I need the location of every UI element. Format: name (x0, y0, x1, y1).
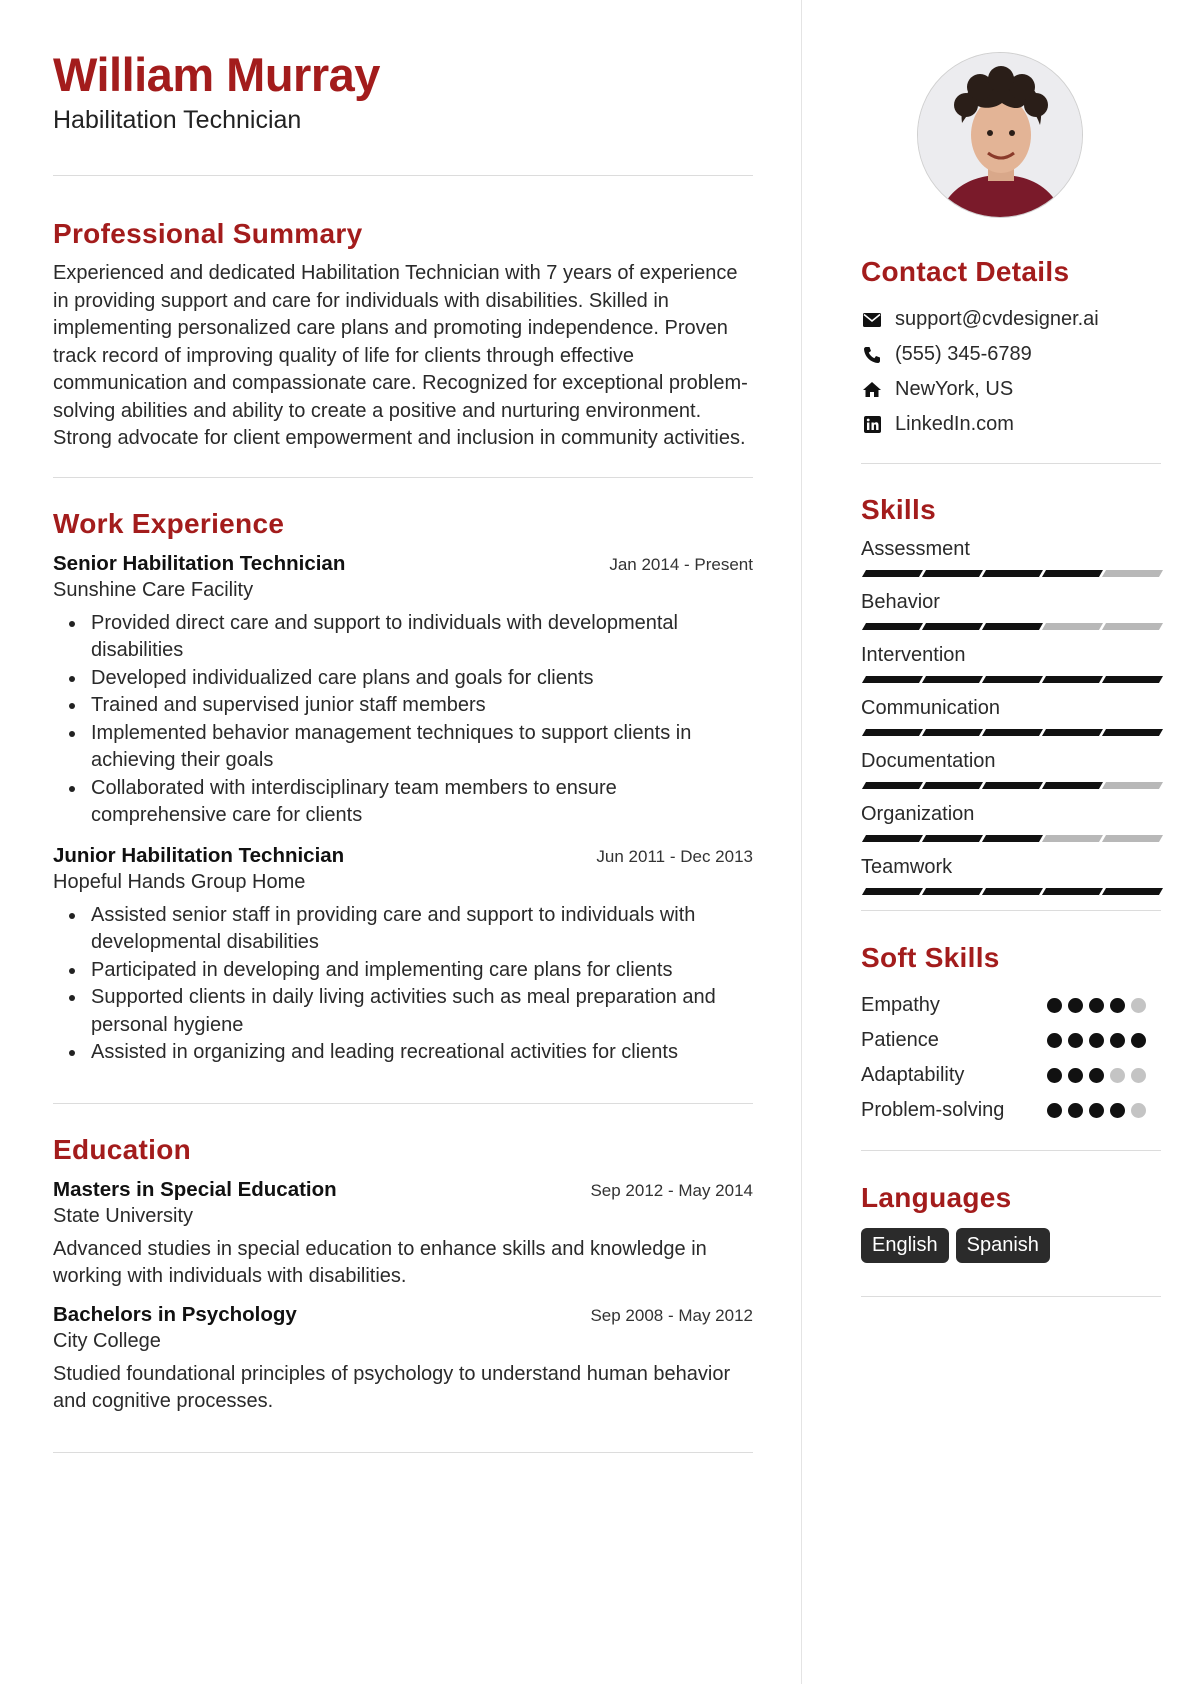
language-badge: English (861, 1228, 949, 1263)
skill-segment-empty (1102, 623, 1163, 630)
avatar (918, 53, 1083, 218)
skill-segment-empty (1042, 623, 1103, 630)
contact-linkedin[interactable] (861, 407, 1161, 442)
rating-dot-filled (1068, 1103, 1083, 1118)
list-item: Assisted senior staff in providing care and support to individuals with developmental disabilities (53, 902, 753, 957)
divider (53, 477, 753, 478)
languages-heading: Languages (861, 1182, 1012, 1213)
skill-segment-filled (1042, 570, 1103, 577)
soft-skill-name: Patience (861, 1029, 939, 1051)
contact-email[interactable] (861, 302, 1161, 337)
soft-skill-item (861, 988, 1146, 1023)
rating-dot-filled (1047, 1103, 1062, 1118)
skill-segment-filled (982, 623, 1043, 630)
skill-segment-filled (922, 623, 983, 630)
soft-skills-heading: Soft Skills (861, 942, 1000, 973)
skill-segment-filled (982, 729, 1043, 736)
rating-dot-empty (1110, 1068, 1125, 1083)
phone-text: (555) 345-6789 (895, 343, 1032, 365)
summary-text: Experienced and dedicated Habilitation Technician with 7 years of experience in providing support and care for individuals with disabilities. Skilled in implementing personalized care plans and promoting independence. Proven track record of improving quality of life for clients through effective communication and compassionate care. Recognized for exceptional problem-solving abilities and ability to create a positive and nurturing environment. Strong advocate for client empowerment and inclusion in community activities. (53, 262, 748, 450)
education-entry (53, 1178, 753, 1291)
rating-dot-filled (1068, 998, 1083, 1013)
job-role: Senior Habilitation Technician (53, 551, 346, 575)
divider (53, 1452, 753, 1453)
experience-heading: Work Experience (53, 507, 285, 539)
contact-heading: Contact Details (861, 256, 1070, 287)
language-badge: Spanish (956, 1228, 1050, 1263)
skill-segment-filled (862, 835, 923, 842)
list-item: Provided direct care and support to individuals with developmental disabilities (53, 610, 753, 665)
skill-name: Organization (861, 803, 975, 825)
skill-segment-empty (1102, 835, 1163, 842)
skill-segment-filled (982, 676, 1043, 683)
education-heading: Education (53, 1133, 192, 1165)
education-entry (53, 1303, 753, 1416)
degree-description: Studied foundational principles of psychology to understand human behavior and cognitive processes. (53, 1362, 731, 1413)
rating-dot-empty (1131, 1068, 1146, 1083)
rating-dot-filled (1110, 1103, 1125, 1118)
skill-level-bar (864, 676, 1161, 683)
contact-location (861, 372, 1161, 407)
skills-heading: Skills (861, 494, 936, 525)
soft-skill-item (861, 1058, 1146, 1093)
list-item: Trained and supervised junior staff members (53, 692, 753, 720)
soft-skill-rating (1047, 1103, 1146, 1118)
list-item: Supported clients in daily living activities such as meal preparation and personal hygiene (53, 984, 753, 1039)
home-icon (861, 379, 883, 401)
skill-segment-filled (862, 888, 923, 895)
rating-dot-filled (1089, 1068, 1104, 1083)
location-text: NewYork, US (895, 378, 1014, 400)
soft-skill-rating (1047, 1033, 1146, 1048)
rating-dot-filled (1068, 1068, 1083, 1083)
skill-segment-filled (1102, 729, 1163, 736)
skill-name: Assessment (861, 538, 970, 560)
skill-segment-filled (1102, 888, 1163, 895)
job-organization: Hopeful Hands Group Home (53, 870, 306, 893)
soft-skill-item (861, 1023, 1146, 1058)
skill-segment-filled (1102, 676, 1163, 683)
skill-item (861, 695, 1161, 736)
rating-dot-filled (1089, 1103, 1104, 1118)
school-name: State University (53, 1204, 194, 1227)
divider (861, 463, 1161, 464)
skill-level-bar (864, 888, 1161, 895)
soft-skill-rating (1047, 1068, 1146, 1083)
list-item: Implemented behavior management techniques to support clients in achieving their goals (53, 720, 753, 775)
rating-dot-empty (1131, 998, 1146, 1013)
divider (861, 1150, 1161, 1151)
skill-name: Teamwork (861, 856, 953, 878)
school-name: City College (53, 1329, 161, 1352)
skill-segment-filled (982, 782, 1043, 789)
skill-item (861, 748, 1161, 789)
skills-list (861, 536, 1161, 895)
skill-name: Communication (861, 697, 1000, 719)
skill-segment-filled (982, 835, 1043, 842)
job-dates: Jun 2011 - Dec 2013 (596, 846, 753, 866)
skill-segment-filled (922, 570, 983, 577)
job-entry (53, 844, 753, 1067)
divider (861, 1296, 1161, 1297)
skill-item (861, 536, 1161, 577)
skill-segment-filled (862, 782, 923, 789)
skill-segment-filled (862, 676, 923, 683)
degree-description: Advanced studies in special education to enhance skills and knowledge in working with individuals with disabilities. (53, 1237, 707, 1288)
skill-item (861, 642, 1161, 683)
soft-skill-name: Empathy (861, 994, 940, 1016)
skill-segment-filled (922, 888, 983, 895)
rating-dot-empty (1131, 1103, 1146, 1118)
soft-skill-item (861, 1093, 1146, 1128)
rating-dot-filled (1047, 1033, 1062, 1048)
skill-item (861, 589, 1161, 630)
linkedin-text: LinkedIn.com (895, 413, 1014, 435)
job-organization: Sunshine Care Facility (53, 578, 254, 601)
degree-dates: Sep 2012 - May 2014 (590, 1180, 753, 1200)
soft-skill-rating (1047, 998, 1146, 1013)
skill-level-bar (864, 570, 1161, 577)
skill-level-bar (864, 782, 1161, 789)
linkedin-icon (861, 414, 883, 436)
job-entry (53, 552, 753, 830)
contact-phone[interactable] (861, 337, 1161, 372)
job-bullets (53, 610, 753, 830)
rating-dot-filled (1068, 1033, 1083, 1048)
skill-segment-filled (922, 835, 983, 842)
skill-segment-filled (922, 782, 983, 789)
skill-segment-empty (1102, 570, 1163, 577)
skill-level-bar (864, 729, 1161, 736)
candidate-title: Habilitation Technician (53, 106, 302, 135)
skill-segment-filled (982, 888, 1043, 895)
job-role: Junior Habilitation Technician (53, 843, 345, 867)
rating-dot-filled (1089, 1033, 1104, 1048)
job-bullets (53, 902, 753, 1067)
degree-dates: Sep 2008 - May 2012 (590, 1305, 753, 1325)
rating-dot-filled (1089, 998, 1104, 1013)
soft-skills-list (861, 988, 1146, 1128)
skill-level-bar (864, 623, 1161, 630)
skill-segment-filled (982, 570, 1043, 577)
degree-title: Bachelors in Psychology (53, 1302, 297, 1326)
skill-segment-filled (922, 729, 983, 736)
list-item: Developed individualized care plans and goals for clients (53, 665, 753, 693)
skill-item (861, 854, 1161, 895)
skill-segment-empty (1102, 782, 1163, 789)
skill-name: Intervention (861, 644, 966, 666)
list-item: Assisted in organizing and leading recreational activities for clients (53, 1039, 753, 1067)
rating-dot-filled (1047, 998, 1062, 1013)
skill-name: Documentation (861, 750, 996, 772)
divider (53, 1103, 753, 1104)
summary-heading: Professional Summary (53, 218, 363, 250)
skill-segment-filled (1042, 676, 1103, 683)
skill-segment-empty (1042, 835, 1103, 842)
skill-name: Behavior (861, 591, 940, 613)
envelope-icon (861, 309, 883, 331)
job-dates: Jan 2014 - Present (609, 554, 753, 574)
divider (861, 910, 1161, 911)
skill-item (861, 801, 1161, 842)
divider (53, 175, 753, 176)
skill-segment-filled (862, 623, 923, 630)
rating-dot-filled (1131, 1033, 1146, 1048)
skill-segment-filled (862, 729, 923, 736)
rating-dot-filled (1110, 1033, 1125, 1048)
skill-segment-filled (922, 676, 983, 683)
list-item: Collaborated with interdisciplinary team members to ensure comprehensive care for clients (53, 775, 753, 830)
list-item: Participated in developing and implementing care plans for clients (53, 957, 753, 985)
soft-skill-name: Adaptability (861, 1064, 965, 1086)
skill-segment-filled (1042, 729, 1103, 736)
skill-segment-filled (1042, 888, 1103, 895)
skill-segment-filled (862, 570, 923, 577)
languages-list (861, 1228, 1161, 1263)
soft-skill-name: Problem-solving (861, 1099, 1005, 1121)
profile-photo (917, 52, 1083, 218)
main-column (53, 48, 753, 1453)
degree-title: Masters in Special Education (53, 1177, 337, 1201)
skill-segment-filled (1042, 782, 1103, 789)
skill-level-bar (864, 835, 1161, 842)
rating-dot-filled (1110, 998, 1125, 1013)
rating-dot-filled (1047, 1068, 1062, 1083)
phone-icon (861, 344, 883, 366)
column-divider (801, 0, 802, 1684)
candidate-name: William Murray (53, 48, 380, 101)
email-text: support@cvdesigner.ai (895, 308, 1099, 330)
